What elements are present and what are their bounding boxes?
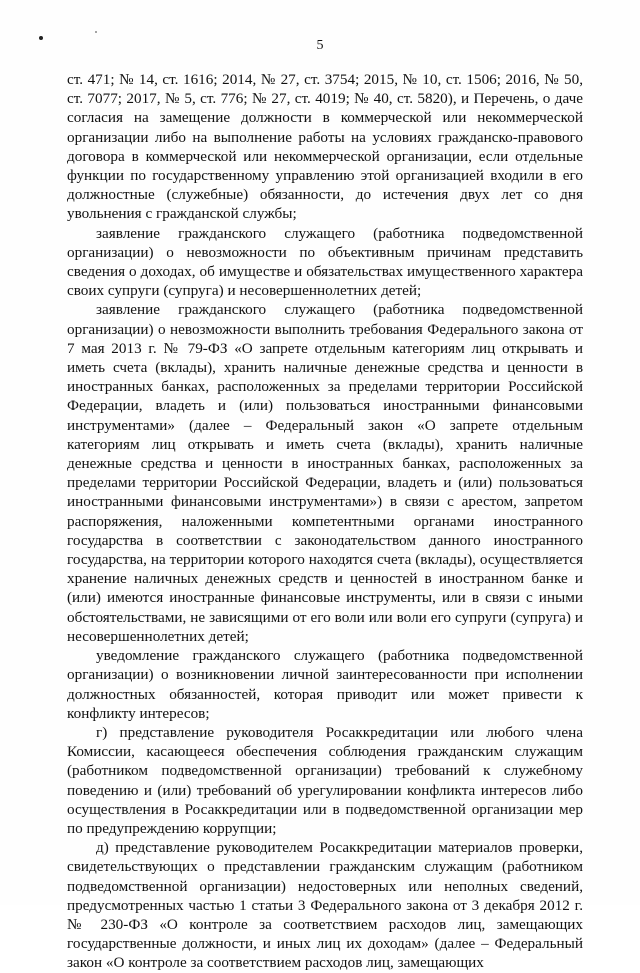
paragraph-notice-conflict: уведомление гражданского служащего (работника подведомственной организации) о возникновении личной заинтересованности при исполнении должностных обязанностей, которая приводит или может привести к конфликту интересов; [67, 647, 583, 722]
paragraph-statement-income: заявление гражданского служащего (работника подведомственной организации) о невозможности по объективным причинам представить сведения о доходах, об имуществе и обязательствах имущественного характера своих супруги (супруга) и несовершеннолетних детей; [67, 224, 583, 300]
paragraph-item-g: г) представление руководителя Росаккредитации или любого члена Комиссии, касающееся обеспечения соблюдения гражданским служащим (работником подведомственной организации) требований к служебному поведению и (или) требований об урегулировании конфликта интересов либо осуществления в Росаккредитации или в подведомственной организации мер по предупреждению коррупции; [67, 723, 583, 837]
page-number: 5 [316, 38, 324, 53]
scan-speck-small [95, 31, 97, 33]
paragraph-statement-foreign-accounts: заявление гражданского служащего (работника подведомственной организации) о невозможности выполнить требования Федерального закона от 7 мая 2013 г. № 79-ФЗ «О запрете отдельным категориям лиц открывать и иметь счета (вклады), хранить наличные денежные средства и ценности в иностранных банках, расположенных за пределами территории Российской Федерации, владеть и (или) пользоваться иностранными финансовыми инструментами» (далее – Федеральный закон «О запрете отдельным категориям лиц открывать и иметь счета (вклады), хранить наличные денежные средства и ценности в иностранных банках, расположенных за пределами территории Российской Федерации, владеть и (или) пользоваться иностранными финансовыми инструментами») в связи с арестом, запретом распоряжения, наложенными компетентными органами иностранного государства в соответствии с законодательством данного иностранного государства, на территории которого находятся счета (вклады), осуществляется хранение наличных денежных средств и ценностей в иностранном банке и (или) имеются иностранные финансовые инструменты, или в связи с иными обстоятельствами, не зависящими от его воли или воли его супруги (супруга) и несовершеннолетних детей; [67, 301, 583, 645]
paragraph-continuation: ст. 471; № 14, ст. 1616; 2014, № 27, ст. 3754; 2015, № 10, ст. 1506; 2016, № 50, ст. 7077; 2017, № 5, ст. 776; № 27, ст. 4019; № 40, ст. 5820), и Перечень, о даче согласия на замещение должности в коммерческой или некоммерческой организации либо на выполнение работы на условиях гражданско-правового договора в коммерческой или некоммерческой организации, если отдельные функции по государственному управлению этой организацией входили в его должностные (служебные) обязанности, до истечения двух лет со дня увольнения с гражданской службы; [67, 71, 583, 223]
paragraph-item-d: д) представление руководителем Росаккредитации материалов проверки, свидетельствующих о представлении гражданским служащим (работником подведомственной организации) недостоверных или неполных сведений, предусмотренных частью 1 статьи 3 Федерального закона от 3 декабря 2012 г. № 230-ФЗ «О контроле за соответствием расходов лиц, замещающих государственные должности, и иных лиц их доходам» (далее – Федеральный закон «О контроле за соответствием расходов лиц, замещающих [67, 839, 583, 972]
document-body [67, 70, 583, 973]
